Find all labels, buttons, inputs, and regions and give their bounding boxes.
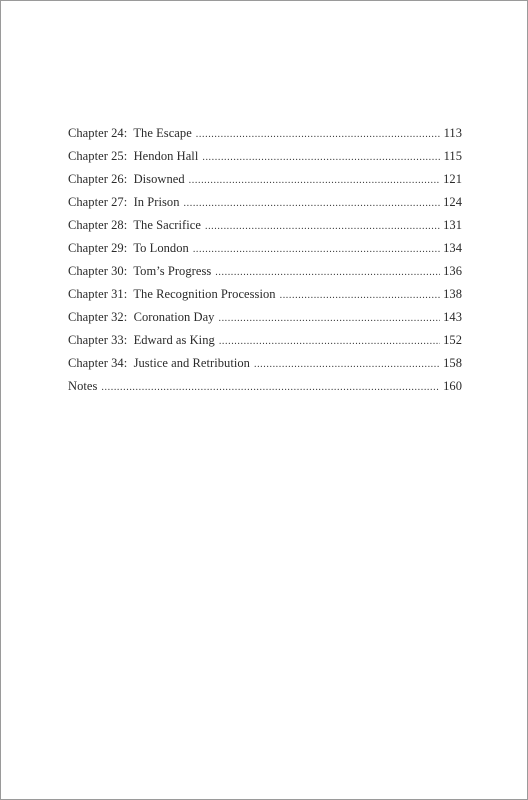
toc-entry-title: Notes bbox=[68, 379, 98, 393]
dot-leader bbox=[254, 359, 440, 370]
toc-entry-page: 121 bbox=[443, 172, 462, 186]
toc-entry-page: 143 bbox=[443, 310, 462, 324]
toc-entry bbox=[68, 356, 462, 379]
dot-leader bbox=[202, 152, 440, 163]
toc-entry-title: Chapter 31: The Recognition Procession bbox=[68, 287, 276, 301]
toc-entry bbox=[68, 149, 462, 172]
toc-entry-title: Chapter 24: The Escape bbox=[68, 126, 192, 140]
toc-entry bbox=[68, 241, 462, 264]
toc-entry-page: 136 bbox=[443, 264, 462, 278]
toc-entry-title: Chapter 28: The Sacrifice bbox=[68, 218, 201, 232]
toc-entry-page: 160 bbox=[443, 379, 462, 393]
dot-leader bbox=[189, 175, 440, 186]
toc-entry-page: 152 bbox=[443, 333, 462, 347]
toc-entry bbox=[68, 264, 462, 287]
dot-leader bbox=[205, 221, 440, 232]
toc-entry bbox=[68, 333, 462, 356]
toc-entry-page: 131 bbox=[443, 218, 462, 232]
dot-leader bbox=[280, 290, 441, 301]
toc-entry bbox=[68, 310, 462, 333]
toc-entry-title: Chapter 33: Edward as King bbox=[68, 333, 215, 347]
toc-entry-page: 124 bbox=[443, 195, 462, 209]
dot-leader bbox=[193, 244, 440, 255]
toc-entry-title: Chapter 27: In Prison bbox=[68, 195, 180, 209]
toc-entry-title: Chapter 29: To London bbox=[68, 241, 189, 255]
toc-entry bbox=[68, 287, 462, 310]
toc-entry-title: Chapter 34: Justice and Retribution bbox=[68, 356, 250, 370]
toc-entry-page: 158 bbox=[443, 356, 462, 370]
toc-entry bbox=[68, 218, 462, 241]
dot-leader bbox=[215, 267, 440, 278]
toc-entry-title: Chapter 32: Coronation Day bbox=[68, 310, 215, 324]
toc-entry-page: 138 bbox=[443, 287, 462, 301]
table-of-contents bbox=[68, 126, 462, 402]
toc-entry bbox=[68, 195, 462, 218]
toc-entry-title: Chapter 25: Hendon Hall bbox=[68, 149, 199, 163]
toc-entry-title: Chapter 26: Disowned bbox=[68, 172, 185, 186]
dot-leader bbox=[101, 382, 440, 393]
toc-entry-page: 134 bbox=[443, 241, 462, 255]
toc-entry bbox=[68, 379, 462, 402]
dot-leader bbox=[219, 336, 440, 347]
toc-entry-title: Chapter 30: Tom’s Progress bbox=[68, 264, 212, 278]
dot-leader bbox=[196, 129, 441, 140]
toc-entry bbox=[68, 126, 462, 149]
toc-entry-page: 115 bbox=[443, 149, 462, 163]
dot-leader bbox=[184, 198, 441, 209]
toc-entry bbox=[68, 172, 462, 195]
dot-leader bbox=[218, 313, 440, 324]
toc-entry-page: 113 bbox=[443, 126, 462, 140]
